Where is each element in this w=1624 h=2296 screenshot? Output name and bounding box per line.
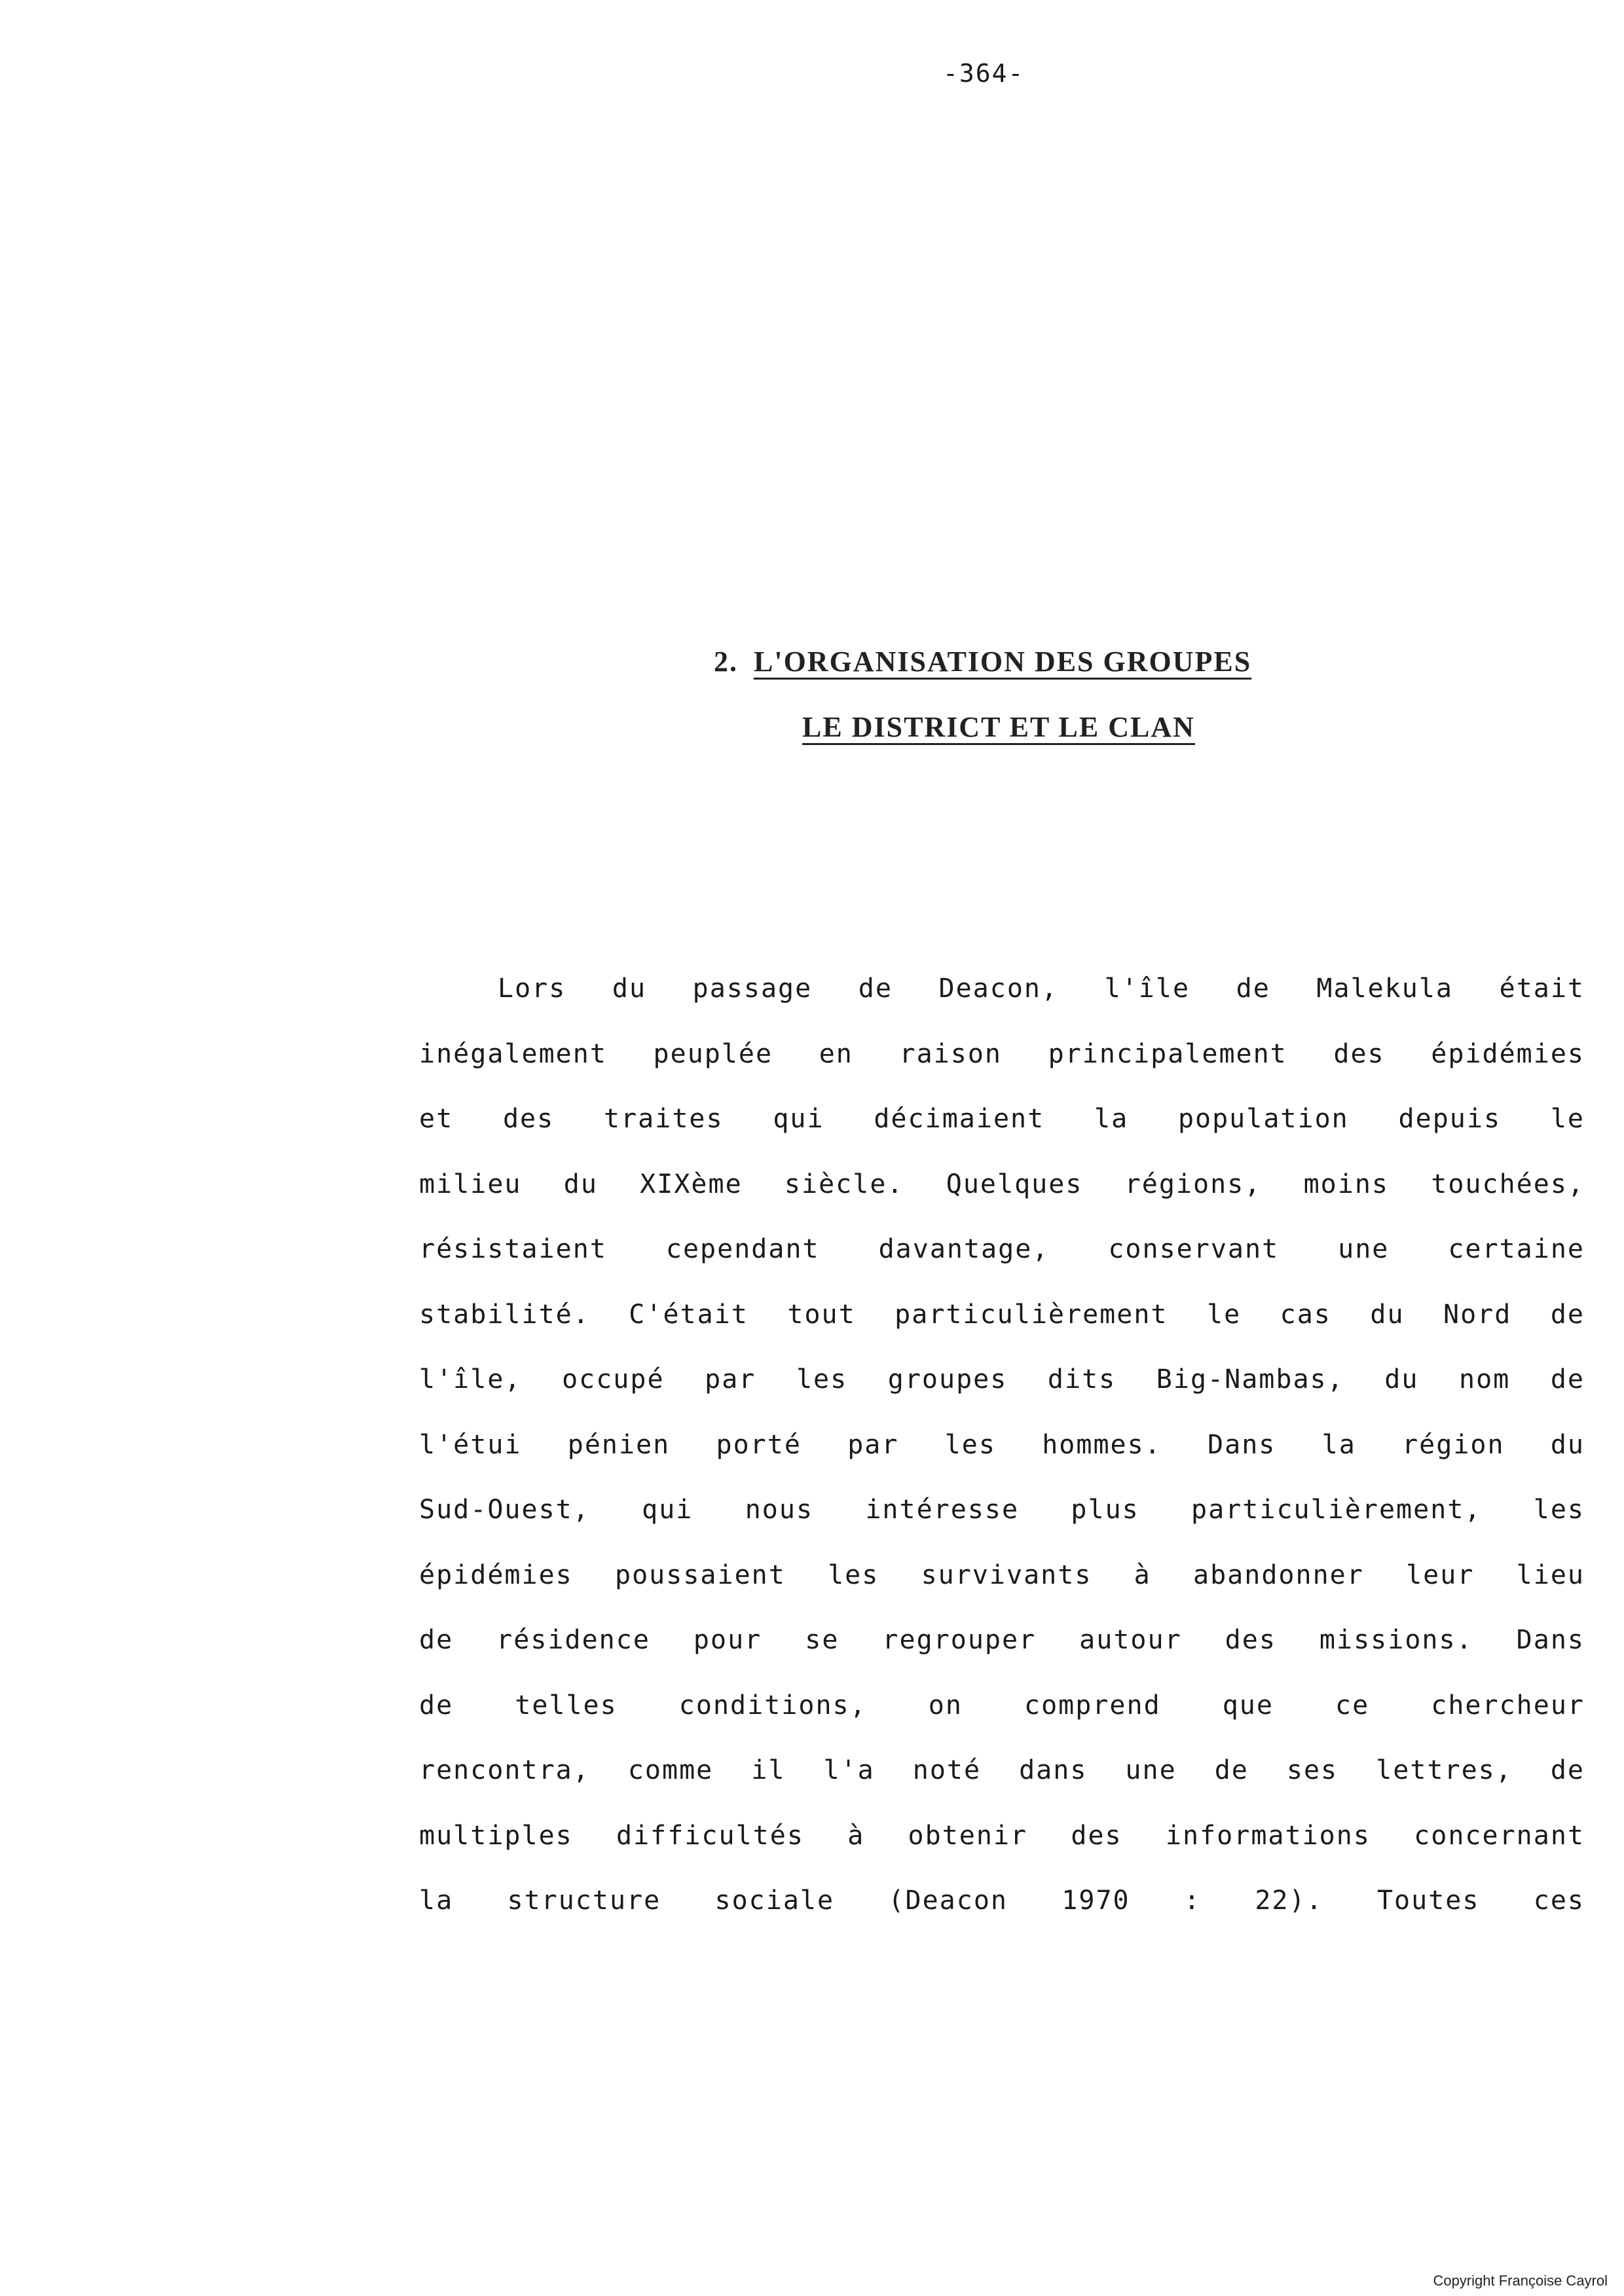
paragraph-line: inégalement peuplée en raison principalement des épidémies (419, 1039, 1585, 1069)
section-heading (714, 645, 1251, 678)
section-number: 2. (714, 646, 738, 678)
section-subtitle: LE DISTRICT ET LE CLAN (802, 711, 1195, 743)
paragraph-line: Lors du passage de Deacon, l'île de Malekula était (498, 974, 1585, 1004)
page-number: -364- (943, 59, 1025, 88)
paragraph-line: milieu du XIXème siècle. Quelques régions, moins touchées, (419, 1169, 1585, 1199)
paragraph-line: multiples difficultés à obtenir des informations concernant (419, 1821, 1585, 1851)
paragraph-line: rencontra, comme il l'a noté dans une de ses lettres, de (419, 1755, 1585, 1785)
paragraph-line: de résidence pour se regrouper autour des missions. Dans (419, 1625, 1585, 1655)
paragraph-line: et des traites qui décimaient la population depuis le (419, 1104, 1585, 1134)
paragraph-line: stabilité. C'était tout particulièrement le cas du Nord de (419, 1300, 1585, 1330)
copyright-notice: Copyright Françoise Cayrol (1433, 2272, 1608, 2289)
paragraph-line: l'étui pénien porté par les hommes. Dans la région du (419, 1430, 1585, 1460)
paragraph-line: la structure sociale (Deacon 1970 : 22). Toutes ces (419, 1886, 1585, 1916)
paragraph-line: résistaient cependant davantage, conservant une certaine (419, 1234, 1585, 1264)
paragraph-line: de telles conditions, on comprend que ce chercheur (419, 1690, 1585, 1721)
section-title: L'ORGANISATION DES GROUPES (754, 646, 1252, 678)
paragraph-line: épidémies poussaient les survivants à abandonner leur lieu (419, 1560, 1585, 1590)
paragraph-line: l'île, occupé par les groupes dits Big-Nambas, du nom de (419, 1364, 1585, 1394)
paragraph-line: Sud-Ouest, qui nous intéresse plus particulièrement, les (419, 1495, 1585, 1525)
